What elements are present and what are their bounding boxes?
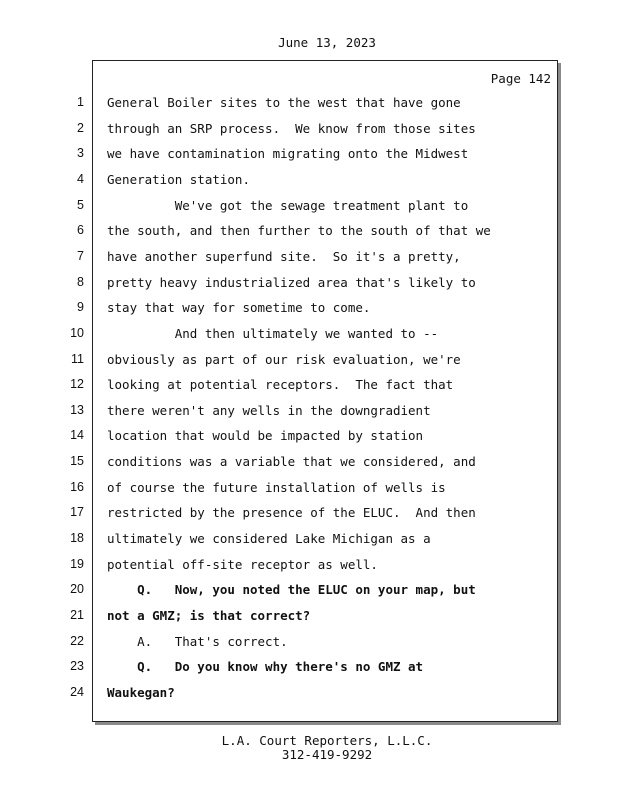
line-text: ultimately we considered Lake Michigan as a [107,531,431,546]
line-number: 11 [71,352,84,366]
line-text: pretty heavy industrialized area that's likely to [107,275,476,290]
line-number: 3 [77,146,84,160]
line-text: A. That's correct. [107,634,288,649]
line-number: 5 [77,198,84,212]
line-number: 16 [70,480,84,494]
line-number: 6 [77,223,84,237]
line-text: Q. Now, you noted the ELUC on your map, but [107,582,476,597]
line-number: 9 [77,300,84,314]
line-text: obviously as part of our risk evaluation, we're [107,352,461,367]
line-number: 14 [70,428,84,442]
reporter-company: L.A. Court Reporters, L.L.C. [221,733,433,748]
line-number: 22 [70,634,84,648]
line-number: 23 [70,659,84,673]
line-number: 18 [70,531,84,545]
page-number: Page 142 [490,71,551,86]
line-text: potential off-site receptor as well. [107,557,378,572]
line-number: 20 [70,582,84,596]
line-number: 15 [70,454,84,468]
line-number: 4 [77,172,84,186]
line-number: 19 [70,557,84,571]
line-text: General Boiler sites to the west that have gone [107,95,461,110]
line-text: not a GMZ; is that correct? [107,608,311,623]
line-text: Generation station. [107,172,250,187]
line-text: we have contamination migrating onto the Midwest [107,146,469,161]
line-text: And then ultimately we wanted to -- [107,326,439,341]
line-number: 12 [70,377,84,391]
line-text: restricted by the presence of the ELUC. And then [107,505,476,520]
line-number: 21 [70,608,84,622]
line-text: stay that way for sometime to come. [107,300,371,315]
line-text: looking at potential receptors. The fact that [107,377,454,392]
line-number: 17 [70,505,84,519]
line-text: Q. Do you know why there's no GMZ at [107,659,424,674]
line-number: 2 [77,121,84,135]
line-text: location that would be impacted by station [107,428,424,443]
line-text: have another superfund site. So it's a pretty, [107,249,461,264]
line-text: We've got the sewage treatment plant to [107,198,469,213]
line-number: 10 [70,326,84,340]
line-number: 1 [77,95,84,109]
line-text: conditions was a variable that we considered, and [107,454,476,469]
transcript-date: June 13, 2023 [278,35,376,50]
line-text: the south, and then further to the south of that we [107,223,491,238]
line-text: there weren't any wells in the downgradient [107,403,431,418]
line-number: 24 [70,685,84,699]
line-number: 13 [70,403,84,417]
line-text: through an SRP process. We know from those sites [107,121,476,136]
line-number: 7 [77,249,84,263]
reporter-phone: 312-419-9292 [281,747,373,762]
line-number: 8 [77,275,84,289]
line-text: Waukegan? [107,685,175,700]
line-text: of course the future installation of wells is [107,480,446,495]
